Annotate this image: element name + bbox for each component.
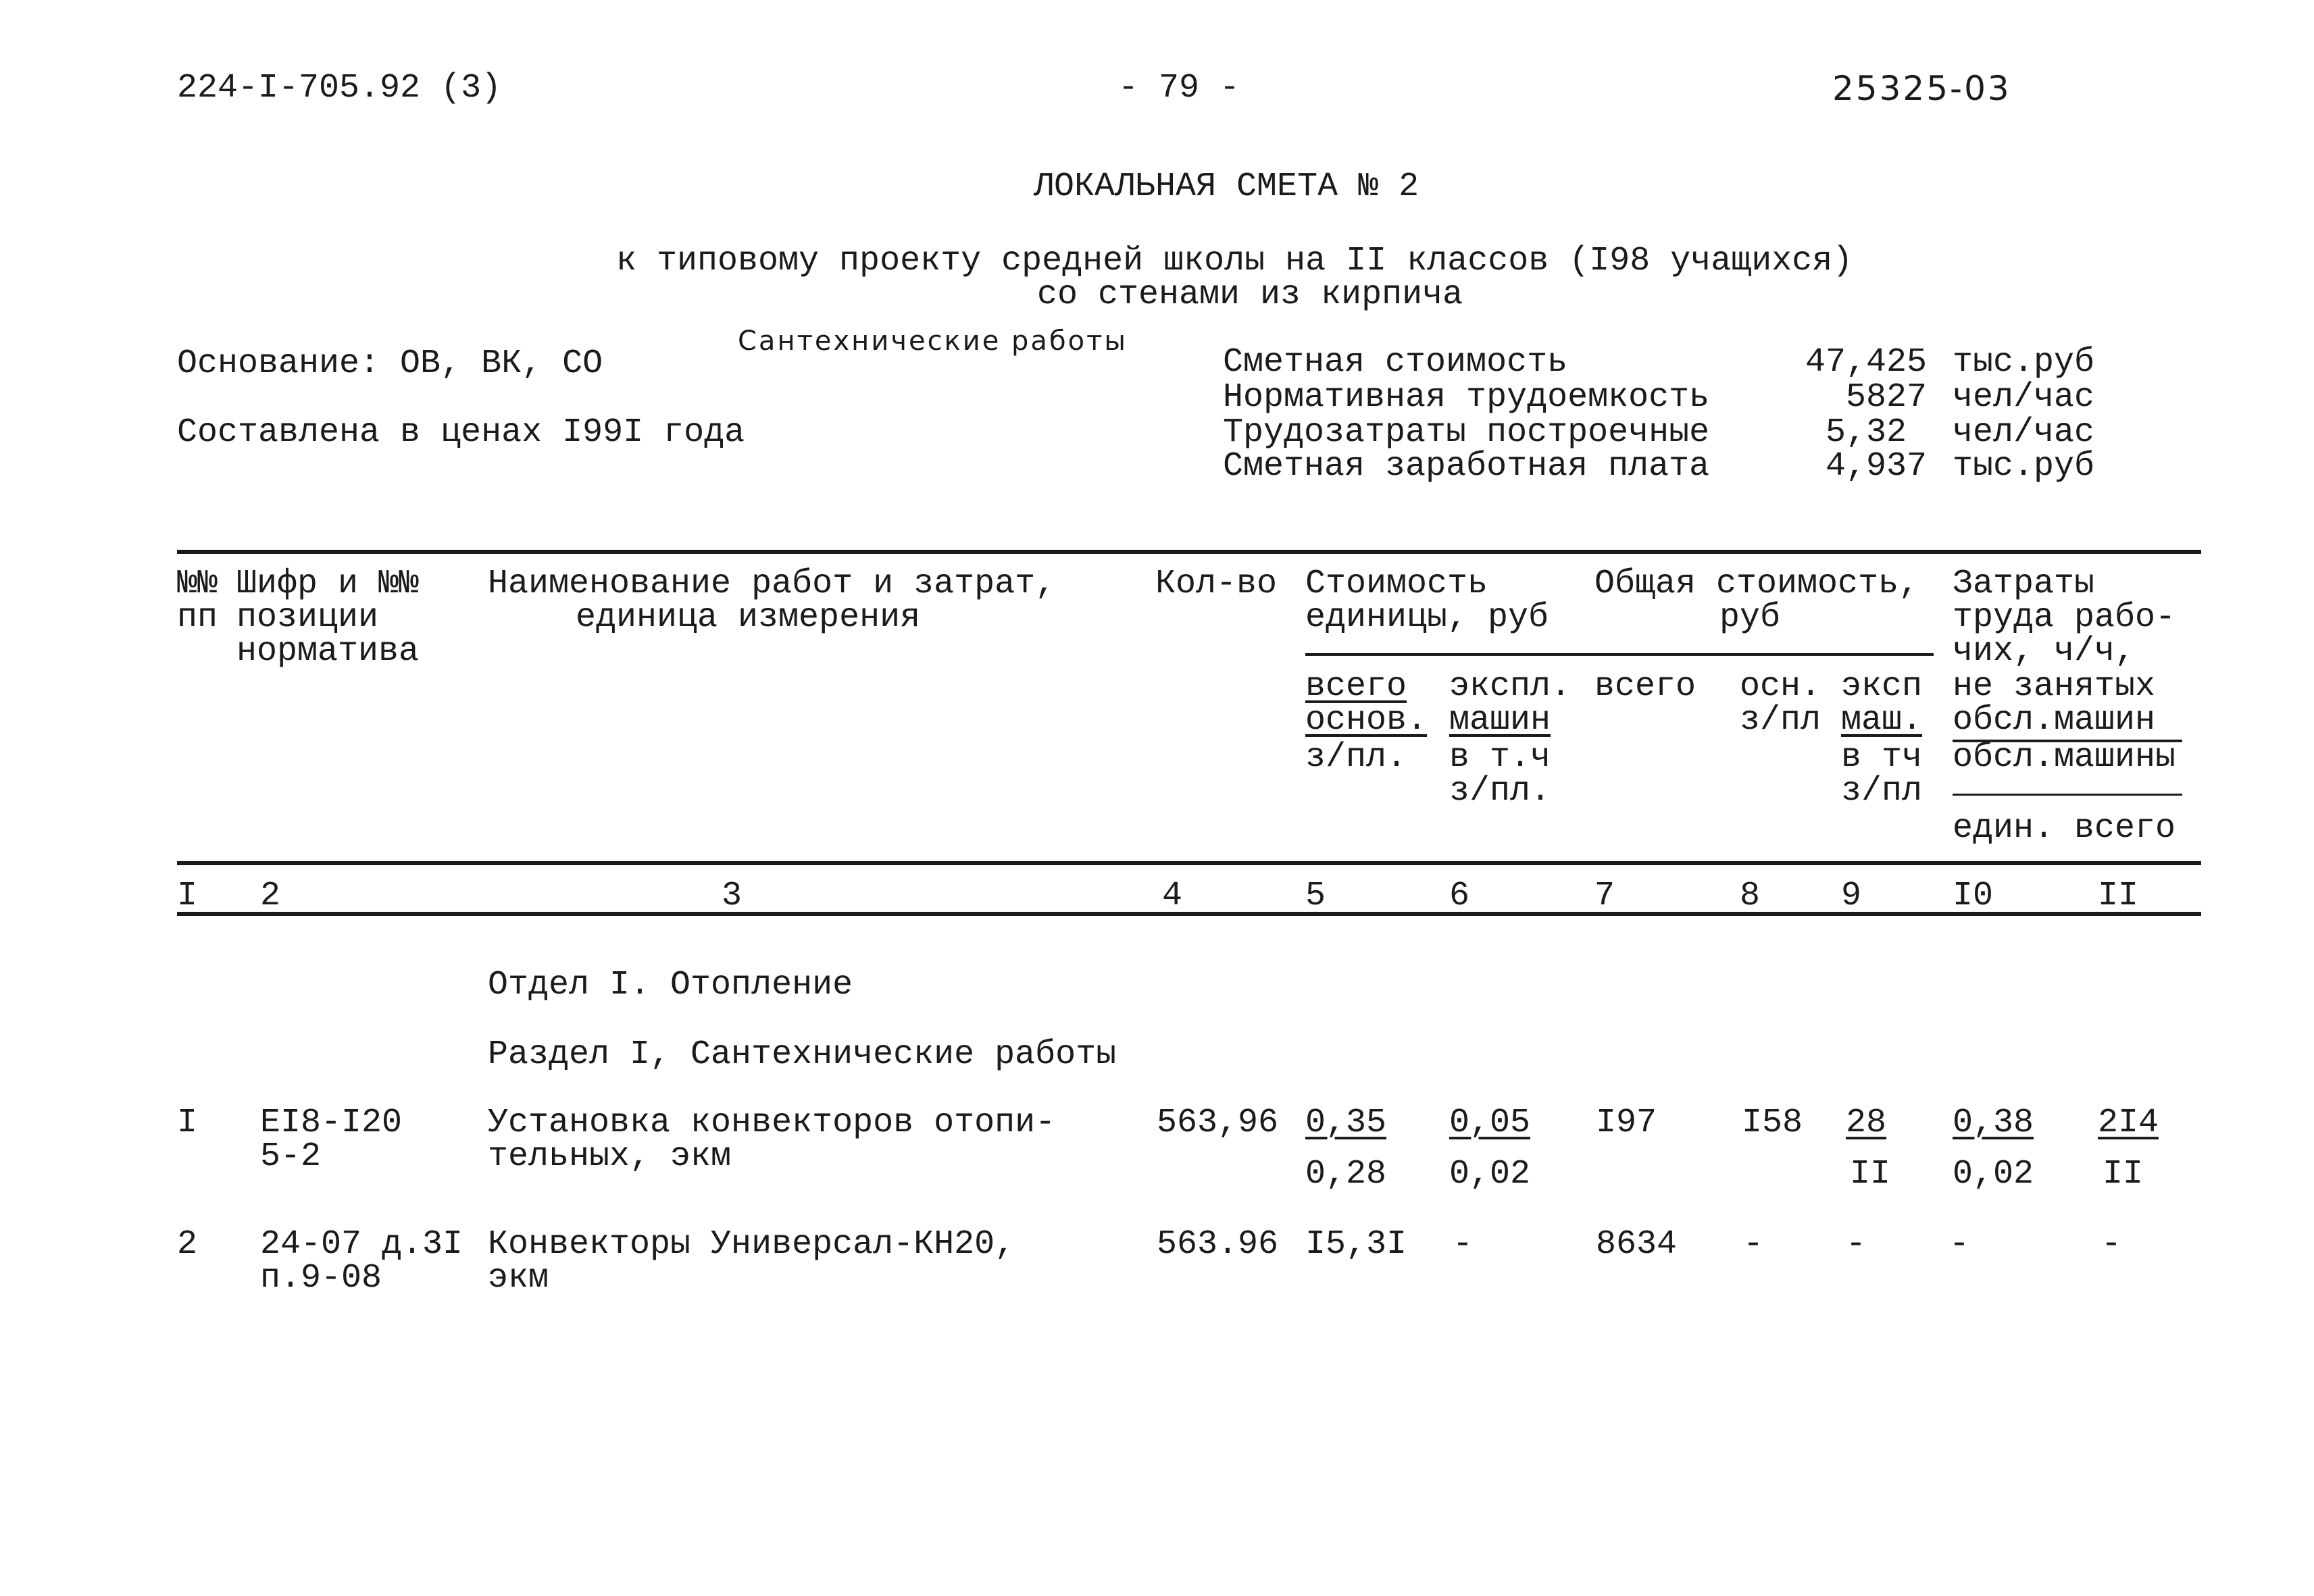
header-total-base: з/пл (1740, 701, 1821, 740)
archive-number: 25325-03 (1832, 69, 2011, 108)
summary-unit: тыс.руб (1953, 447, 2095, 486)
table-top-rule (177, 550, 2201, 554)
summary-value: 47,425 (1805, 343, 1928, 382)
summary-label: Трудозатраты построечные (1223, 413, 1710, 452)
title-subtitle-2: со стенами из кирпича (1037, 276, 1463, 314)
title-subtitle-1: к типовому проекту средней школы на II классов (I98 учащихся) (616, 242, 1853, 280)
row-number: I (177, 1104, 198, 1142)
row-total: I97 (1596, 1104, 1657, 1142)
column-number: 5 (1305, 877, 1326, 915)
header-unit-mach-wage: з/пл. (1449, 772, 1551, 810)
row-code: п.9-08 (260, 1259, 382, 1297)
department-heading: Отдел I. Отопление (488, 966, 853, 1004)
header-code: Шифр и №№ (236, 565, 420, 603)
header-num: №№ (177, 565, 218, 603)
row-total-mach-wage: II (1850, 1155, 1891, 1193)
summary-label: Сметная стоимость (1223, 343, 1568, 382)
prices-year-line: Составлена в ценах I99I года (177, 413, 745, 452)
row-name: экм (488, 1259, 549, 1297)
column-number: I (177, 877, 198, 915)
basis-line: Основание: ОВ, ВК, СО (177, 344, 603, 383)
header-total-mach: эксп (1841, 667, 1923, 706)
summary-unit: чел/час (1953, 378, 2095, 417)
row-code: EI8-I20 (260, 1104, 403, 1142)
row-total-mach: - (1846, 1225, 1867, 1264)
header-unit-mach: экспл. (1449, 667, 1571, 706)
row-name: тельных, экм (488, 1137, 732, 1176)
row-labor-unit: - (1949, 1225, 1970, 1264)
header-name: Наименование работ и затрат, (488, 565, 1056, 603)
header-qty: Кол-во (1155, 565, 1278, 603)
header-name: единица измерения (576, 598, 921, 637)
header-unit-total: всего (1305, 667, 1407, 706)
row-total-base: I58 (1742, 1104, 1803, 1142)
header-labor: Затраты (1953, 565, 2095, 603)
header-labor-total: всего (2074, 809, 2176, 848)
row-unit-base: 0,28 (1305, 1155, 1387, 1193)
header-total-cost: руб (1719, 598, 1781, 637)
header-unit-mach-wage: в т.ч (1449, 738, 1551, 777)
summary-value: 5827 (1846, 378, 1928, 417)
row-qty: 563.96 (1157, 1225, 1279, 1264)
row-unit-mach: 0,05 (1449, 1104, 1531, 1142)
header-labor-unit: един. (1953, 809, 2055, 848)
column-number: 8 (1740, 877, 1761, 915)
summary-unit: чел/час (1953, 413, 2095, 452)
header-total-base: осн. (1740, 667, 1821, 706)
header-unit-base: основ. (1305, 701, 1428, 740)
cost-header-rule (1305, 653, 1934, 656)
header-unit-cost: единицы, руб (1305, 598, 1549, 637)
row-number: 2 (177, 1225, 198, 1264)
summary-label: Сметная заработная плата (1223, 447, 1710, 486)
row-unit-mach: - (1453, 1225, 1474, 1264)
numbers-bottom-rule (177, 912, 2201, 916)
row-labor-total: 2I4 (2098, 1104, 2159, 1142)
summary-value: 5,32 (1826, 413, 1907, 452)
row-total-base: - (1743, 1225, 1764, 1264)
row-total-mach: 28 (1846, 1104, 1887, 1142)
column-number: 4 (1162, 877, 1183, 915)
header-unit-cost: Стоимость (1305, 565, 1488, 603)
header-bottom-rule (177, 861, 2201, 865)
header-num: пп (177, 598, 218, 637)
summary-value: 4,937 (1826, 447, 1928, 486)
summary-unit: тыс.руб (1953, 343, 2095, 382)
summary-label: Нормативная трудоемкость (1223, 378, 1710, 417)
header-unit-wage: з/пл. (1305, 738, 1407, 777)
row-code: 5-2 (260, 1137, 322, 1176)
header-code: позиции (236, 598, 379, 637)
page-number: - 79 - (1118, 69, 1240, 107)
row-name: Установка конвекторов отопи- (488, 1104, 1056, 1142)
row-unit-mach-wage: 0,02 (1449, 1155, 1531, 1193)
column-number: I0 (1953, 877, 1994, 915)
row-code: 24-07 д.3I (260, 1225, 463, 1264)
column-number: 3 (722, 877, 743, 915)
row-qty: 563,96 (1157, 1104, 1279, 1142)
row-unit-total: 0,35 (1305, 1104, 1387, 1142)
row-labor-total-2: II (2103, 1155, 2144, 1193)
column-number: II (2098, 877, 2139, 915)
header-code: норматива (236, 632, 420, 671)
column-number: 6 (1449, 877, 1470, 915)
header-unit-mach: машин (1449, 701, 1551, 740)
doc-code: 224-I-705.92 (3) (177, 69, 502, 107)
header-total-mach: маш. (1841, 701, 1923, 740)
header-labor: труда рабо- (1953, 598, 2176, 637)
labor-header-rule-2 (1953, 794, 2182, 796)
handwritten-note: Сантехнические работы (738, 326, 1128, 357)
column-number: 2 (260, 877, 281, 915)
header-labor: чих, ч/ч, (1953, 632, 2136, 671)
header-labor-machine: обсл.машины (1953, 738, 2176, 777)
page-title: ЛОКАЛЬНАЯ СМЕТА № 2 (1034, 168, 1419, 206)
row-labor-total: - (2101, 1225, 2122, 1264)
header-total-cost: Общая стоимость, (1594, 565, 1919, 603)
header-total-mach-wage: з/пл (1841, 772, 1923, 810)
row-unit-total: I5,3I (1305, 1225, 1407, 1264)
column-number: 9 (1841, 877, 1862, 915)
header-total: всего (1594, 667, 1696, 706)
header-labor: обсл.машин (1953, 701, 2156, 740)
row-labor-unit: 0,38 (1953, 1104, 2034, 1142)
row-name: Конвекторы Универсал-КН20, (488, 1225, 1015, 1264)
row-total: 8634 (1596, 1225, 1678, 1264)
column-number: 7 (1594, 877, 1615, 915)
row-labor-unit-2: 0,02 (1953, 1155, 2034, 1193)
section-heading: Раздел I, Сантехнические работы (488, 1035, 1117, 1074)
header-total-mach-wage: в тч (1841, 738, 1923, 777)
header-labor: не занятых (1953, 667, 2156, 706)
